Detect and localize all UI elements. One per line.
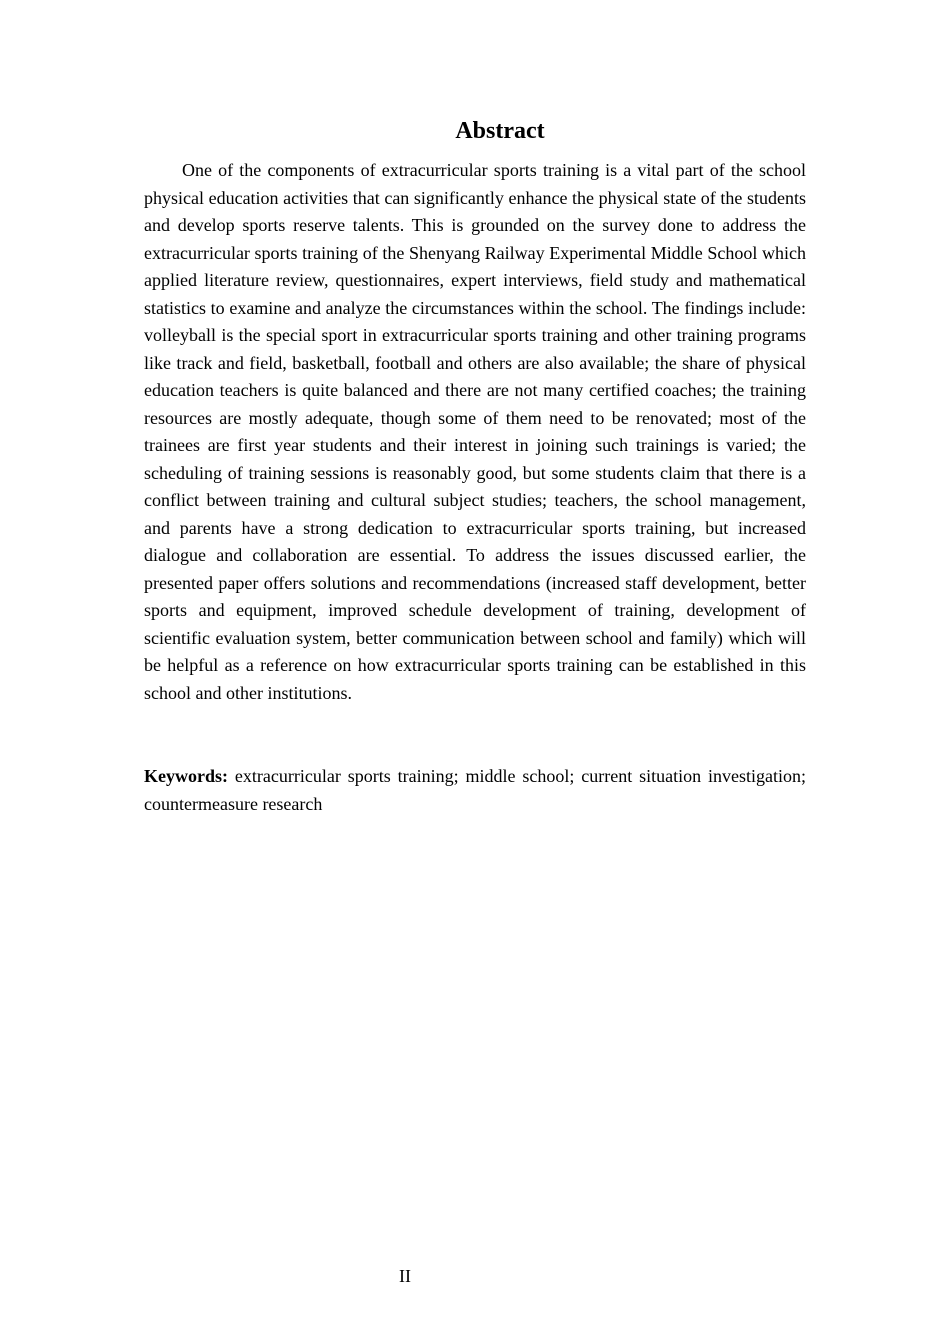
keywords-paragraph: [144, 763, 806, 818]
abstract-title: Abstract: [455, 118, 545, 144]
abstract-paragraph: One of the components of extracurricular sports training is a vital part of the school physical education activities that can significantly enhance the physical state of the students and develop sports reserve talents. This is grounded on the survey done to address the extracurricular sports training of the Shenyang Railway Experimental Middle School which applied literature review, questionnaires, expert interviews, field study and mathematical statistics to examine and analyze the circumstances within the school. The findings include: volleyball is the special sport in extracurricular sports training and other training programs like track and field, basketball, football and others are also available; the share of physical education teachers is quite balanced and there are not many certified coaches; the training resources are mostly adequate, though some of them need to be renovated; most of the trainees are first year students and their interest in joining such trainings is varied; the scheduling of training sessions is reasonably good, but some students claim that there is a conflict between training and cultural subject studies; teachers, the school management, and parents have a strong dedication to extracurricular sports training, but increased dialogue and collaboration are essential. To address the issues discussed earlier, the presented paper offers solutions and recommendations (increased staff development, better sports and equipment, improved schedule development of training, development of scientific evaluation system, better communication between school and family) which will be helpful as a reference on how extracurricular sports training can be established in this school and other institutions.: [144, 160, 806, 703]
page-number: II: [399, 1266, 411, 1286]
keywords-text: extracurricular sports training; middle school; current situation investigation; countermeasure research: [144, 766, 806, 814]
keywords-label: Keywords:: [144, 766, 228, 786]
